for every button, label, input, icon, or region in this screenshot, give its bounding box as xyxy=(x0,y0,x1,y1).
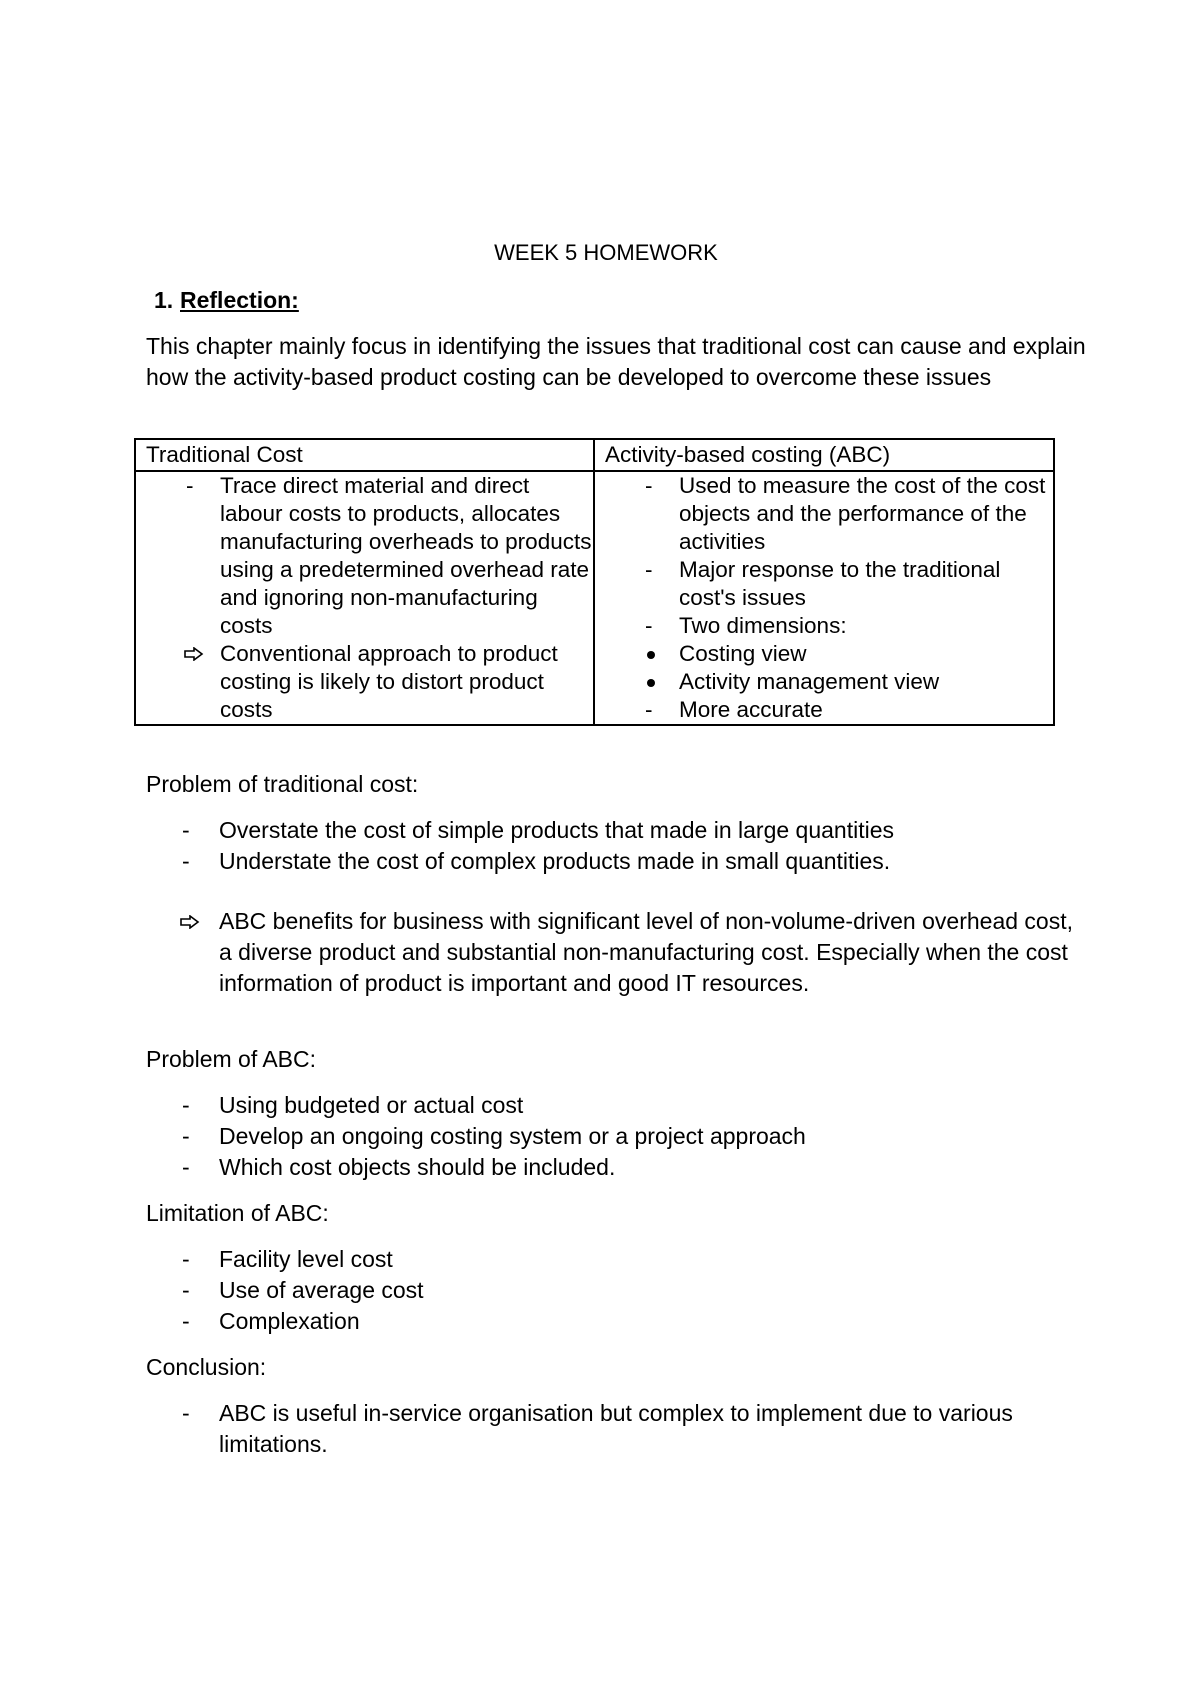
list-item xyxy=(595,472,1053,556)
list-item xyxy=(0,1275,1089,1306)
dash-marker xyxy=(0,1306,219,1337)
list-item-text: Used to measure the cost of the cost objects and the performance of the activities xyxy=(679,473,1046,554)
dash-marker xyxy=(595,472,679,500)
list-item xyxy=(0,1306,1089,1337)
bullet-icon xyxy=(595,668,679,696)
list-item xyxy=(0,846,1089,877)
conclusion-label: Conclusion: xyxy=(146,1354,267,1380)
abc-benefits-list xyxy=(0,906,1200,999)
list-item xyxy=(136,640,593,724)
list-item xyxy=(0,1152,1089,1183)
dash-marker xyxy=(0,846,219,877)
list-item-text: Conventional approach to product costing is likely to distort product costs xyxy=(220,641,558,722)
list-item-text: Complexation xyxy=(219,1308,360,1334)
intro-paragraph: This chapter mainly focus in identifying the issues that traditional cost can cause and explain how the activity-based product costing can be developed to overcome these issues xyxy=(146,333,1086,390)
list-item-text: Costing view xyxy=(679,641,807,666)
arrow-icon xyxy=(0,906,219,937)
list-item-text: Facility level cost xyxy=(219,1246,393,1272)
dash-marker xyxy=(595,696,679,724)
list-item-text: More accurate xyxy=(679,697,823,722)
arrow-icon xyxy=(136,640,220,668)
list-item-text: Two dimensions: xyxy=(679,613,847,638)
section-heading xyxy=(154,287,299,314)
problem-traditional-label: Problem of traditional cost: xyxy=(146,771,419,797)
list-item xyxy=(595,556,1053,612)
list-item-text: Using budgeted or actual cost xyxy=(219,1092,524,1118)
dash-marker xyxy=(0,1121,219,1152)
conclusion-list xyxy=(0,1398,1200,1460)
document-title: WEEK 5 HOMEWORK xyxy=(494,240,718,265)
dash-marker xyxy=(595,612,679,640)
dash-marker xyxy=(595,556,679,584)
list-item xyxy=(0,815,1089,846)
list-item xyxy=(136,472,593,640)
list-item xyxy=(0,1398,1089,1460)
section-title: Reflection: xyxy=(180,287,299,313)
list-item xyxy=(595,612,1053,640)
list-item xyxy=(0,1121,1089,1152)
col-header-abc: Activity-based costing (ABC) xyxy=(594,439,1054,471)
list-item-text: Major response to the traditional cost's issues xyxy=(679,557,1001,610)
list-item xyxy=(0,906,1089,999)
col-header-traditional: Traditional Cost xyxy=(135,439,594,471)
list-item-text: Overstate the cost of simple products that made in large quantities xyxy=(219,817,895,843)
bullet-icon xyxy=(595,640,679,668)
dash-marker xyxy=(0,1244,219,1275)
list-item-text: Activity management view xyxy=(679,669,940,694)
abc-cell xyxy=(594,471,1054,725)
dash-marker xyxy=(136,472,220,500)
list-item xyxy=(0,1090,1089,1121)
list-item-text: Trace direct material and direct labour costs to products, allocates manufacturing overheads to products using a predetermined overhead rate and ignoring non-manufacturing costs xyxy=(220,473,592,638)
dash-marker xyxy=(0,1090,219,1121)
list-item-text: ABC is useful in-service organisation but complex to implement due to various limitations. xyxy=(219,1400,1013,1457)
list-item xyxy=(595,696,1053,724)
traditional-cell xyxy=(135,471,594,725)
dash-marker xyxy=(0,1152,219,1183)
table-body-row xyxy=(135,471,1054,725)
dash-marker xyxy=(0,1398,219,1429)
list-item-text: Use of average cost xyxy=(219,1277,424,1303)
dash-marker xyxy=(0,815,219,846)
list-item xyxy=(0,1244,1089,1275)
problem-traditional-list xyxy=(0,815,1200,877)
table-header-row xyxy=(135,439,1054,471)
list-item-text: Understate the cost of complex products made in small quantities. xyxy=(219,848,891,874)
comparison-table xyxy=(134,438,1055,726)
list-item xyxy=(595,640,1053,668)
problem-abc-list xyxy=(0,1090,1200,1183)
limitation-abc-label: Limitation of ABC: xyxy=(146,1200,329,1226)
limitation-abc-list xyxy=(0,1244,1200,1337)
section-number: 1. xyxy=(154,287,174,313)
list-item-text: Which cost objects should be included. xyxy=(219,1154,616,1180)
list-item-text: Develop an ongoing costing system or a project approach xyxy=(219,1123,806,1149)
list-item-text: ABC benefits for business with significant level of non-volume-driven overhead cost, a diverse product and substantial non-manufacturing cost. Especially when the cost information of product is important and good IT resources. xyxy=(219,908,1073,996)
problem-abc-label: Problem of ABC: xyxy=(146,1046,317,1072)
list-item xyxy=(595,668,1053,696)
dash-marker xyxy=(0,1275,219,1306)
